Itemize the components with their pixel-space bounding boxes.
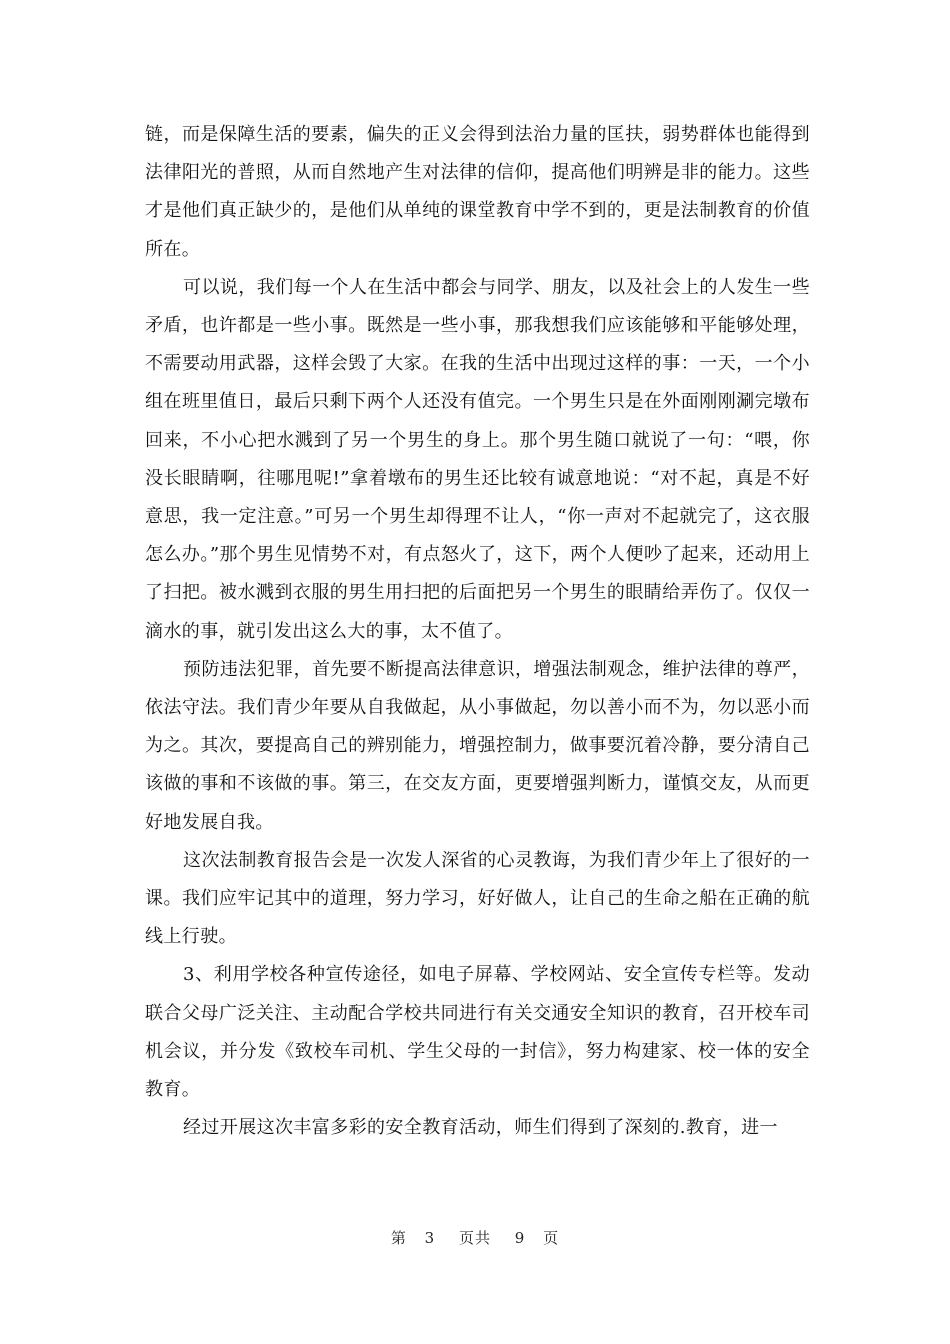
paragraph-4: 这次法制教育报告会是一次发人深省的心灵教诲，为我们青少年上了很好的一课。我们应牢记其中的道理，努力学习，好好做人，让自己的生命之船在正确的航线上行驶。 [145, 849, 810, 948]
footer-suffix: 页 [543, 1229, 560, 1247]
footer-middle: 页共 [458, 1229, 491, 1247]
paragraph-2: 可以说，我们每一个人在生活中都会与同学、朋友，以及社会上的人发生一些矛盾，也许都是一些小事。既然是一些小事，那我想我们应该能够和平能够处理，不需要动用武器，这样会毁了大家。在我的生活中出现过这样的事：一天，一个小组在班里值日，最后只剩下两个人还没有值完。一个男生只是在外面刚刚涮完墩布回来，不小心把水溅到了另一个男生的身上。那个男生随口就说了一句：“喂，你没长眼睛啊，往哪甩呢!”拿着墩布的男生还比较有诚意地说：“对不起，真是不好意思，我一定注意。”可另一个男生却得理不让人，“你一声对不起就完了，这衣服怎么办。”那个男生见情势不对，有点怒火了，这下，两个人便吵了起来，还动用上了扫把。被水溅到衣服的男生用扫把的后面把另一个男生的眼睛给弄伤了。仅仅一滴水的事，就引发出这么大的事，太不值了。 [145, 276, 810, 642]
current-page-number: 3 [424, 1229, 436, 1247]
footer-prefix: 第 [390, 1229, 407, 1247]
paragraph-5: 3、利用学校各种宣传途径，如电子屏幕、学校网站、安全宣传专栏等。发动联合父母广泛关注、主动配合学校共同进行有关交通安全知识的教育，召开校车司机会议，并分发《致校车司机、学生父母的一封信》，努力构建家、校一体的安全教育。 [145, 964, 810, 1101]
body-text [145, 116, 810, 1147]
page-footer [0, 1227, 950, 1248]
paragraph-3: 预防违法犯罪，首先要不断提高法律意识，增强法制观念，维护法律的尊严，依法守法。我们青少年要从自我做起，从小事做起，勿以善小而不为，勿以恶小而为之。其次，要提高自己的辨别能力，增强控制力，做事要沉着冷静，要分清自己该做的事和不该做的事。第三，在交友方面，更要增强判断力，谨慎交友，从而更好地发展自我。 [145, 658, 810, 833]
paragraph-6: 经过开展这次丰富多彩的安全教育活动，师生们得到了深刻的.教育，进一 [183, 1117, 778, 1139]
total-page-number: 9 [514, 1229, 526, 1247]
paragraph-1: 链，而是保障生活的要素，偏失的正义会得到法治力量的匡扶，弱势群体也能得到法律阳光的普照，从而自然地产生对法律的信仰，提高他们明辨是非的能力。这些才是他们真正缺少的，是他们从单纯的课堂教育中学不到的，更是法制教育的价值所在。 [145, 124, 810, 260]
